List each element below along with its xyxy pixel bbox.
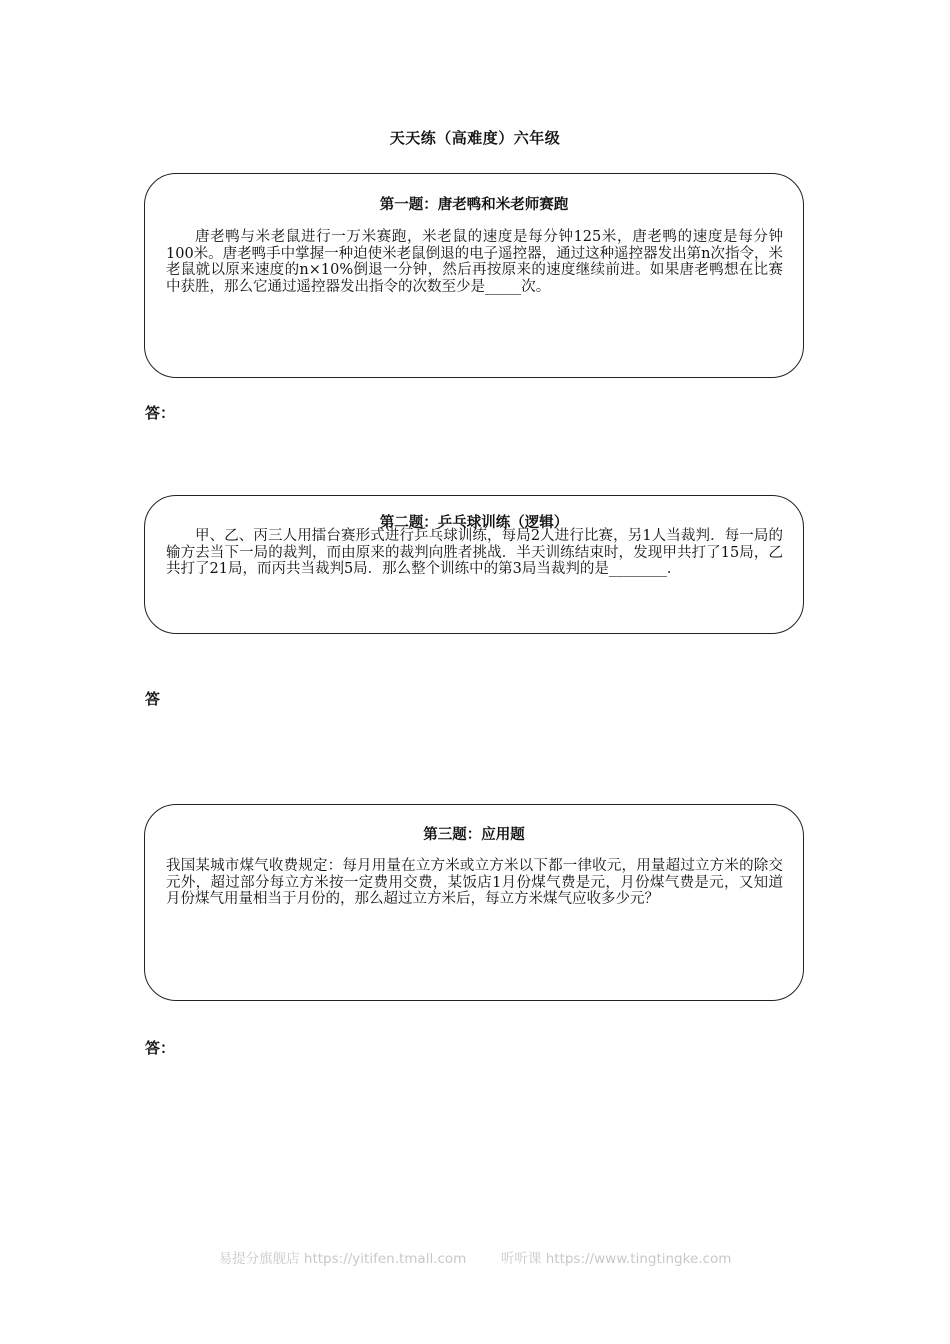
question-text-3: 我国某城市煤气收费规定：每月用量在立方米或立方米以下都一律收元，用量超过立方米的除交元外，超过部分每立方米按一定费用交费，某饭店1月份煤气费是元，月份煤气费是元，又知道月份煤气用量相当于月份的，那么超过立方米后，每立方米煤气应收多少元？ bbox=[166, 858, 783, 907]
question-title-2: 第二题：乒乓球训练（逻辑） bbox=[379, 514, 569, 531]
footer-watermark bbox=[0, 1247, 950, 1267]
answer-label-3: 答： bbox=[145, 1039, 176, 1057]
footer-shop1-url: https://yitifen.tmall.com bbox=[303, 1251, 467, 1267]
footer-shop2-name: 听听课 bbox=[500, 1251, 542, 1267]
question-box-3 bbox=[144, 804, 804, 1001]
footer-shop2-url: https://www.tingtingke.com bbox=[545, 1251, 732, 1267]
question-box-2 bbox=[144, 495, 804, 634]
page-title: 天天练（高难度）六年级 bbox=[389, 129, 561, 147]
footer-shop1-name: 易提分旗舰店 bbox=[218, 1251, 300, 1267]
question-box-1 bbox=[144, 173, 804, 378]
question-text-2: 甲、乙、丙三人用擂台赛形式进行乒乓球训练，每局2人进行比赛，另1人当裁判．每一局的输方去当下一局的裁判，而由原来的裁判向胜者挑战．半天训练结束时，发现甲共打了15局，乙共打了21局，而丙共当裁判5局．那么整个训练中的第3局当裁判的是________． bbox=[166, 528, 783, 577]
question-text-1: 唐老鸭与米老鼠进行一万米赛跑，米老鼠的速度是每分钟125米，唐老鸭的速度是每分钟100米。唐老鸭手中掌握一种迫使米老鼠倒退的电子遥控器，通过这种遥控器发出第n次指令，米老鼠就以原来速度的n×10%倒退一分钟，然后再按原来的速度继续前进。如果唐老鸭想在比赛中获胜，那么它通过遥控器发出指令的次数至少是_____次。 bbox=[166, 229, 784, 295]
answer-label-2: 答 bbox=[145, 690, 161, 708]
question-title-1: 第一题：唐老鸭和米老师赛跑 bbox=[379, 196, 569, 213]
answer-label-1: 答： bbox=[145, 404, 176, 422]
question-title-3: 第三题：应用题 bbox=[423, 826, 525, 843]
